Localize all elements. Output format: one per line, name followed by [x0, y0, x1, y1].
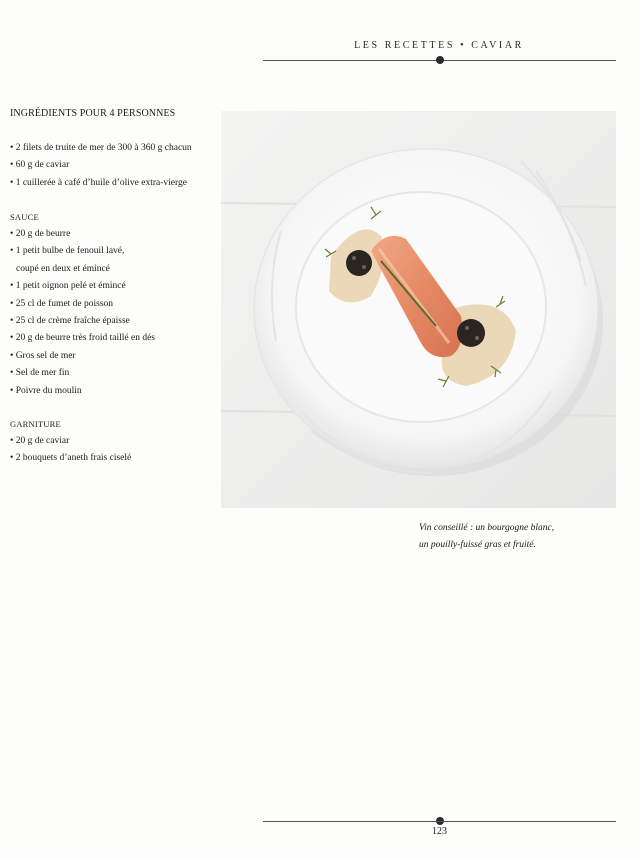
- list-item: • 1 petit oignon pelé et émincé: [10, 281, 126, 292]
- list-item: • 2 bouquets d’aneth frais ciselé: [10, 453, 132, 464]
- wine-recommendation-caption: [419, 520, 619, 554]
- sauce-heading: SAUCE: [10, 212, 39, 222]
- dish-photo: [221, 111, 616, 508]
- list-item: • 2 filets de truite de mer de 300 à 360 g chacun: [10, 143, 192, 153]
- ingredients-list: [10, 140, 192, 192]
- list-item: • Gros sel de mer: [10, 350, 76, 361]
- plate-illustration: [221, 111, 616, 508]
- list-item: • 25 cl de fumet de poisson: [10, 298, 114, 309]
- list-item: • 1 petit bulbe de fenouil lavé,: [10, 246, 125, 257]
- list-item: • 25 cl de crème fraîche épaisse: [10, 315, 130, 326]
- list-item: • 20 g de beurre très froid taillé en dés: [10, 333, 155, 344]
- list-item: • Poivre du moulin: [10, 385, 82, 396]
- list-item-continuation: coupé en deux et émincé: [16, 263, 110, 274]
- ingredients-heading: INGRÉDIENTS POUR 4 PERSONNES: [10, 108, 176, 119]
- garniture-heading: GARNITURE: [10, 419, 61, 429]
- list-item: • 1 cuillerée à café d’huile d’olive extra-vierge: [10, 177, 187, 188]
- list-item: • 20 g de beurre: [10, 229, 71, 239]
- caption-line: un pouilly-fuissé gras et fruité.: [419, 540, 536, 550]
- sauce-list: [10, 226, 155, 400]
- footer-rule: [263, 821, 616, 822]
- list-item: • 60 g de caviar: [10, 160, 70, 171]
- running-header: LES RECETTES • CAVIAR: [354, 40, 524, 51]
- list-item: • 20 g de caviar: [10, 436, 70, 446]
- list-item: [10, 261, 155, 278]
- list-item: • Sel de mer fin: [10, 368, 70, 379]
- page-number: 123: [432, 826, 447, 837]
- header-dot-ornament: [436, 56, 444, 64]
- caption-line: Vin conseillé : un bourgogne blanc,: [419, 523, 555, 533]
- garniture-list: [10, 433, 131, 468]
